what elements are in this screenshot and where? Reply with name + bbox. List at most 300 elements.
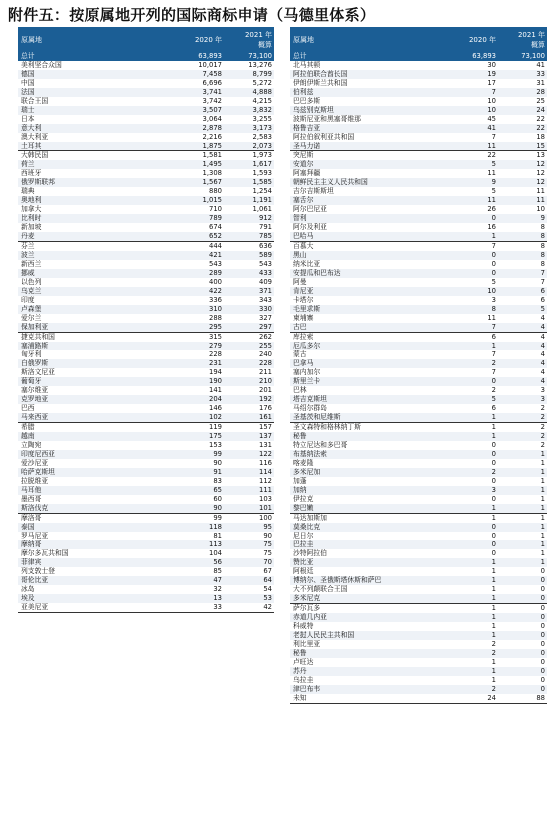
- table-row: [290, 223, 547, 232]
- value-2020-cell: 1,015: [144, 196, 224, 205]
- table-row: [290, 61, 547, 70]
- value-2021-cell: 240: [259, 350, 272, 359]
- value-2020-cell: 146: [209, 404, 222, 413]
- value-2020-cell: 7,458: [144, 70, 224, 79]
- value-2020-cell: 1: [420, 594, 498, 603]
- origin-cell: 哈萨克斯坦: [18, 468, 144, 477]
- value-2020-cell: 7: [491, 368, 496, 377]
- value-2020-cell: 7: [491, 132, 496, 141]
- origin-cell: 圣马力诺: [290, 142, 420, 151]
- value-2020-cell: 6: [491, 404, 496, 413]
- origin-cell: 伊朗伊斯兰共和国: [293, 78, 348, 87]
- value-2020-cell: 3,741: [144, 88, 224, 97]
- value-2020-cell: 1: [491, 675, 496, 684]
- table-row: [18, 323, 274, 332]
- value-2020-cell: 7: [420, 242, 498, 251]
- col-header-origin: 原属地: [18, 27, 144, 52]
- table-row: [290, 658, 547, 667]
- value-2021-cell: 7: [498, 269, 547, 278]
- value-2021-cell: 8: [498, 251, 547, 260]
- value-2021-cell: 4: [498, 332, 547, 341]
- value-2021-cell: 12: [498, 160, 547, 169]
- value-2021-cell: 4: [498, 342, 547, 351]
- value-2020-cell: 60: [213, 494, 222, 503]
- table-row: [18, 585, 274, 594]
- table-row: [18, 296, 274, 305]
- value-2020-cell: 0: [420, 251, 498, 260]
- table-row: [18, 160, 274, 169]
- value-2021-cell: 4: [540, 313, 545, 322]
- value-2020-cell: 99: [144, 450, 224, 459]
- table-row: [18, 124, 274, 133]
- value-2021-cell: 1: [498, 504, 547, 513]
- value-2021-cell: 255: [224, 342, 274, 351]
- value-2021-cell: 122: [224, 450, 274, 459]
- table-row: [290, 350, 547, 359]
- origin-cell: 柬埔寨: [293, 313, 314, 322]
- origin-cell: 比利时: [18, 214, 144, 223]
- origin-cell: 阿拉伯叙利亚共和国: [293, 132, 355, 141]
- value-2020-cell: 153: [209, 440, 222, 449]
- value-2021-cell: 1,585: [224, 178, 274, 187]
- table-row: [18, 558, 274, 567]
- value-2020-cell: 33: [144, 603, 224, 612]
- value-2020-cell: 1,567: [144, 178, 224, 187]
- value-2021-cell: 8: [498, 232, 547, 241]
- value-2020-cell: 1: [491, 657, 496, 666]
- value-2021-cell: 1: [498, 523, 547, 532]
- origin-cell: 新西兰: [21, 259, 42, 268]
- table-row: [290, 278, 547, 287]
- value-2020-cell: 11: [420, 196, 498, 205]
- value-2021-cell: 262: [224, 332, 274, 341]
- origin-cell: 哥伦比亚: [18, 576, 144, 585]
- value-2021-cell: 3,832: [224, 106, 274, 115]
- table-row: [18, 242, 274, 251]
- value-2021-cell: 116: [259, 458, 272, 467]
- value-2021-cell: 6: [498, 287, 547, 296]
- origin-cell: 巴西: [21, 404, 35, 413]
- table-row: [18, 70, 274, 79]
- origin-cell: 多米尼克: [290, 594, 420, 603]
- origin-cell: 爱尔兰: [21, 313, 42, 322]
- value-2021-cell: 201: [259, 386, 272, 395]
- table-row: [290, 79, 547, 88]
- value-2021-cell: 4: [540, 350, 545, 359]
- value-2020-cell: 5: [420, 395, 498, 404]
- table-row: [290, 604, 547, 613]
- value-2021-cell: 0: [498, 576, 547, 585]
- value-2021-cell: 8: [540, 223, 545, 232]
- value-2020-cell: 1: [420, 232, 498, 241]
- origin-cell: 赤道几内亚: [290, 613, 420, 622]
- value-2020-cell: 1,308: [202, 169, 222, 178]
- table-row: [18, 576, 274, 585]
- origin-cell: 多米尼加: [290, 468, 420, 477]
- value-2021-cell: 2,073: [224, 142, 274, 151]
- table-row: [290, 567, 547, 576]
- value-2021-cell: 3,255: [252, 114, 272, 123]
- table-row: [290, 413, 547, 422]
- table-row: [290, 169, 547, 178]
- table-row: [18, 594, 274, 603]
- table-row: [290, 558, 547, 567]
- value-2020-cell: 11: [420, 142, 498, 151]
- table-row: [290, 513, 547, 522]
- origin-cell: 智利: [290, 214, 420, 223]
- origin-cell: 冰岛: [21, 585, 35, 594]
- table-row: [290, 404, 547, 413]
- total-row: [290, 52, 547, 61]
- value-2020-cell: 7: [420, 88, 498, 97]
- value-2021-cell: 589: [224, 251, 274, 260]
- table-row: [290, 532, 547, 541]
- origin-cell: 毛里求斯: [290, 305, 420, 314]
- value-2021-cell: 101: [224, 504, 274, 513]
- value-2020-cell: 102: [144, 413, 224, 422]
- table-row: [18, 486, 274, 495]
- origin-cell: 卢旺达: [293, 657, 314, 666]
- table-row: [290, 187, 547, 196]
- origin-cell: 黑山: [290, 251, 420, 260]
- value-2021-cell: 371: [224, 287, 274, 296]
- value-2021-cell: 4: [498, 359, 547, 368]
- value-2021-cell: 6: [540, 295, 545, 304]
- table-row: [290, 88, 547, 97]
- table-row: [290, 477, 547, 486]
- table-row: [18, 79, 274, 88]
- value-2020-cell: 175: [144, 432, 224, 441]
- value-2021-cell: 161: [224, 413, 274, 422]
- value-2020-cell: 0: [491, 259, 496, 268]
- value-2021-cell: 0: [540, 585, 545, 594]
- origin-cell: 马达加斯加: [290, 513, 420, 522]
- table-row: [18, 115, 274, 124]
- value-2020-cell: 444: [144, 242, 224, 251]
- table-row: [290, 205, 547, 214]
- value-2020-cell: 336: [209, 295, 222, 304]
- value-2020-cell: 113: [144, 540, 224, 549]
- value-2021-cell: 330: [224, 305, 274, 314]
- origin-cell: 肯尼亚: [290, 287, 420, 296]
- value-2021-cell: 785: [224, 232, 274, 241]
- value-2021-cell: 9: [498, 214, 547, 223]
- left-table: [18, 27, 274, 613]
- value-2020-cell: 400: [209, 277, 222, 286]
- origin-cell: 格鲁吉亚: [290, 124, 420, 133]
- value-2021-cell: 15: [498, 142, 547, 151]
- value-2020-cell: 10,017: [198, 60, 222, 69]
- origin-cell: 墨西哥: [21, 494, 42, 503]
- table-row: [290, 296, 547, 305]
- value-2020-cell: 674: [209, 223, 222, 232]
- origin-cell: 日本: [21, 114, 35, 123]
- value-2021-cell: 5,272: [252, 78, 272, 87]
- table-row: [290, 640, 547, 649]
- value-2021-cell: 0: [498, 685, 547, 694]
- table-row: [290, 269, 547, 278]
- value-2021-cell: 1,061: [252, 205, 272, 214]
- value-2020-cell: 0: [491, 549, 496, 558]
- value-2021-cell: 1,617: [224, 160, 274, 169]
- value-2021-cell: 90: [263, 531, 272, 540]
- table-row: [290, 314, 547, 323]
- table-row: [18, 88, 274, 97]
- value-2021-cell: 791: [259, 223, 272, 232]
- value-2021-cell: 1: [540, 476, 545, 485]
- value-2020-cell: 16: [487, 223, 496, 232]
- table-row: [290, 540, 547, 549]
- table-row: [18, 468, 274, 477]
- value-2021-cell: 1: [498, 468, 547, 477]
- origin-cell: 西班牙: [21, 169, 42, 178]
- origin-cell: 丹麦: [18, 232, 144, 241]
- table-row: [18, 223, 274, 232]
- value-2020-cell: 3: [491, 295, 496, 304]
- value-2020-cell: 90: [144, 504, 224, 513]
- value-2020-cell: 119: [144, 423, 224, 432]
- value-2021-cell: 95: [224, 523, 274, 532]
- table-row: [290, 142, 547, 151]
- table-row: [18, 540, 274, 549]
- origin-cell: 黎巴嫩: [290, 504, 420, 513]
- origin-cell: 葡萄牙: [18, 377, 144, 386]
- origin-cell: 波斯尼亚和黑塞哥维那: [293, 114, 361, 123]
- table-row: [290, 196, 547, 205]
- table-row: [290, 395, 547, 404]
- value-2020-cell: 11: [487, 169, 496, 178]
- origin-cell: 喀麦隆: [293, 458, 314, 467]
- value-2020-cell: 65: [144, 486, 224, 495]
- value-2021-cell: 0: [498, 613, 547, 622]
- table-row: [290, 305, 547, 314]
- value-2021-cell: 13: [498, 151, 547, 160]
- table-row: [18, 269, 274, 278]
- origin-cell: 津巴布韦: [290, 685, 420, 694]
- value-2020-cell: 0: [420, 269, 498, 278]
- value-2021-cell: 75: [263, 549, 272, 558]
- value-2021-cell: 636: [224, 242, 274, 251]
- origin-cell: 阿塞拜疆: [293, 169, 321, 178]
- value-2020-cell: 17: [487, 78, 496, 87]
- value-2021-cell: 2: [498, 432, 547, 441]
- origin-cell: 拉脱维亚: [21, 476, 49, 485]
- table-row: [290, 576, 547, 585]
- value-2021-cell: 1: [540, 549, 545, 558]
- value-2020-cell: 32: [213, 585, 222, 594]
- value-2021-cell: 0: [498, 649, 547, 658]
- value-2020-cell: 2: [420, 685, 498, 694]
- value-2021-cell: 3,173: [224, 124, 274, 133]
- table-row: [290, 160, 547, 169]
- value-2020-cell: 0: [491, 440, 496, 449]
- value-2021-cell: 2: [498, 413, 547, 422]
- value-2020-cell: 2,216: [202, 132, 222, 141]
- value-2020-cell: 1: [420, 558, 498, 567]
- value-2021-cell: 210: [224, 377, 274, 386]
- value-2020-cell: 0: [420, 214, 498, 223]
- table-row: [18, 603, 274, 612]
- table-row: [290, 260, 547, 269]
- origin-cell: 阿曼: [293, 277, 307, 286]
- origin-cell: 越南: [18, 432, 144, 441]
- value-2021-cell: 8: [498, 242, 547, 251]
- origin-cell: 巴林: [293, 386, 307, 395]
- table-row: [18, 342, 274, 351]
- value-2020-cell: 1: [420, 513, 498, 522]
- value-2021-cell: 0: [540, 622, 545, 631]
- table-row: [18, 106, 274, 115]
- origin-cell: 印度: [21, 295, 35, 304]
- origin-cell: 德国: [18, 70, 144, 79]
- value-2021-cell: 543: [259, 259, 272, 268]
- origin-cell: 美利坚合众国: [21, 60, 62, 69]
- value-2020-cell: 315: [144, 332, 224, 341]
- origin-cell: 博纳尔、圣俄斯塔休斯和萨巴: [290, 576, 420, 585]
- value-2021-cell: 0: [498, 594, 547, 603]
- origin-cell: 布基纳法索: [290, 450, 420, 459]
- value-2020-cell: 231: [144, 359, 224, 368]
- table-row: [290, 694, 547, 703]
- table-row: [18, 377, 274, 386]
- value-2020-cell: 19: [420, 70, 498, 79]
- origin-cell: 大不列颠联合王国: [293, 585, 348, 594]
- table-row: [18, 305, 274, 314]
- value-2020-cell: 789: [144, 214, 224, 223]
- value-2021-cell: 0: [540, 657, 545, 666]
- table-row: [18, 432, 274, 441]
- table-row: [290, 549, 547, 558]
- origin-cell: 老挝人民民主共和国: [290, 631, 420, 640]
- table-row: [290, 232, 547, 241]
- origin-cell: 沙特阿拉伯: [293, 549, 327, 558]
- value-2020-cell: 41: [420, 124, 498, 133]
- value-2021-cell: 4,215: [252, 96, 272, 105]
- value-2020-cell: 63,893: [144, 52, 224, 61]
- value-2020-cell: 1: [420, 604, 498, 613]
- value-2020-cell: 710: [209, 205, 222, 214]
- value-2020-cell: 47: [144, 576, 224, 585]
- value-2021-cell: 912: [224, 214, 274, 223]
- table-row: [290, 124, 547, 133]
- table-row: [18, 133, 274, 142]
- table-row: [18, 459, 274, 468]
- value-2020-cell: 310: [144, 305, 224, 314]
- value-2020-cell: 1: [420, 613, 498, 622]
- value-2020-cell: 421: [144, 251, 224, 260]
- origin-cell: 乌拉圭: [293, 675, 314, 684]
- origin-cell: 匈牙利: [21, 350, 42, 359]
- value-2020-cell: 7: [420, 323, 498, 332]
- value-2020-cell: 6,696: [202, 78, 222, 87]
- value-2021-cell: 54: [263, 585, 272, 594]
- table-row: [18, 549, 274, 558]
- origin-cell: 爱沙尼亚: [21, 458, 49, 467]
- value-2021-cell: 409: [259, 277, 272, 286]
- origin-cell: 瑞士: [18, 106, 144, 115]
- origin-cell: 以色列: [21, 277, 42, 286]
- value-2021-cell: 1: [540, 458, 545, 467]
- origin-cell: 斯洛文尼亚: [21, 368, 55, 377]
- value-2021-cell: 22: [536, 114, 545, 123]
- value-2021-cell: 3: [498, 395, 547, 404]
- origin-cell: 巴拉圭: [290, 540, 420, 549]
- value-2021-cell: 3: [540, 386, 545, 395]
- table-row: [290, 342, 547, 351]
- table-row: [290, 97, 547, 106]
- origin-cell: 克罗地亚: [18, 395, 144, 404]
- value-2021-cell: 25: [536, 96, 545, 105]
- origin-cell: 阿尔及利亚: [293, 223, 327, 232]
- value-2020-cell: 194: [209, 368, 222, 377]
- value-2020-cell: 543: [209, 259, 222, 268]
- value-2020-cell: 81: [213, 531, 222, 540]
- value-2020-cell: 13: [144, 594, 224, 603]
- origin-cell: 乌兹别克斯坦: [290, 106, 420, 115]
- page-title: 附件五：按原属地开列的国际商标申请（马德里体系）: [8, 6, 376, 24]
- value-2020-cell: 1: [491, 622, 496, 631]
- origin-cell: 巴拿马: [290, 359, 420, 368]
- origin-cell: 古巴: [290, 323, 420, 332]
- value-2021-cell: 8: [540, 259, 545, 268]
- value-2021-cell: 0: [498, 667, 547, 676]
- value-2020-cell: 91: [144, 468, 224, 477]
- value-2020-cell: 1: [420, 667, 498, 676]
- value-2020-cell: 63,893: [420, 52, 498, 61]
- value-2020-cell: 6: [420, 332, 498, 341]
- value-2021-cell: 137: [224, 432, 274, 441]
- origin-cell: 荷兰: [18, 160, 144, 169]
- value-2021-cell: 73,100: [498, 52, 547, 61]
- origin-cell: 赞比亚: [290, 558, 420, 567]
- value-2020-cell: 1: [420, 631, 498, 640]
- table-row: [290, 133, 547, 142]
- origin-cell: 新加坡: [21, 223, 42, 232]
- value-2021-cell: 67: [263, 567, 272, 576]
- table-row: [290, 667, 547, 676]
- table-row: [290, 441, 547, 450]
- value-2021-cell: 131: [259, 440, 272, 449]
- table-row: [18, 523, 274, 532]
- table-row: [18, 359, 274, 368]
- value-2020-cell: 0: [420, 377, 498, 386]
- value-2020-cell: 1: [420, 504, 498, 513]
- table-row: [290, 151, 547, 160]
- value-2020-cell: 56: [144, 558, 224, 567]
- origin-cell: 保加利亚: [18, 323, 144, 332]
- value-2021-cell: 64: [224, 576, 274, 585]
- origin-cell: 苏丹: [290, 667, 420, 676]
- origin-cell: 乌克兰: [18, 287, 144, 296]
- value-2021-cell: 297: [224, 323, 274, 332]
- value-2021-cell: 1: [540, 531, 545, 540]
- value-2020-cell: 118: [144, 523, 224, 532]
- table-row: [18, 368, 274, 377]
- value-2020-cell: 422: [144, 287, 224, 296]
- value-2020-cell: 22: [420, 151, 498, 160]
- table-row: [290, 251, 547, 260]
- left-table-body: [18, 52, 274, 613]
- value-2021-cell: 2,583: [252, 132, 272, 141]
- value-2021-cell: 8,799: [224, 70, 274, 79]
- table-row: [18, 477, 274, 486]
- value-2020-cell: 295: [144, 323, 224, 332]
- origin-cell: 总计: [18, 52, 144, 61]
- table-row: [18, 441, 274, 450]
- origin-cell: 希腊: [18, 423, 144, 432]
- value-2021-cell: 11: [536, 187, 545, 196]
- value-2020-cell: 652: [144, 232, 224, 241]
